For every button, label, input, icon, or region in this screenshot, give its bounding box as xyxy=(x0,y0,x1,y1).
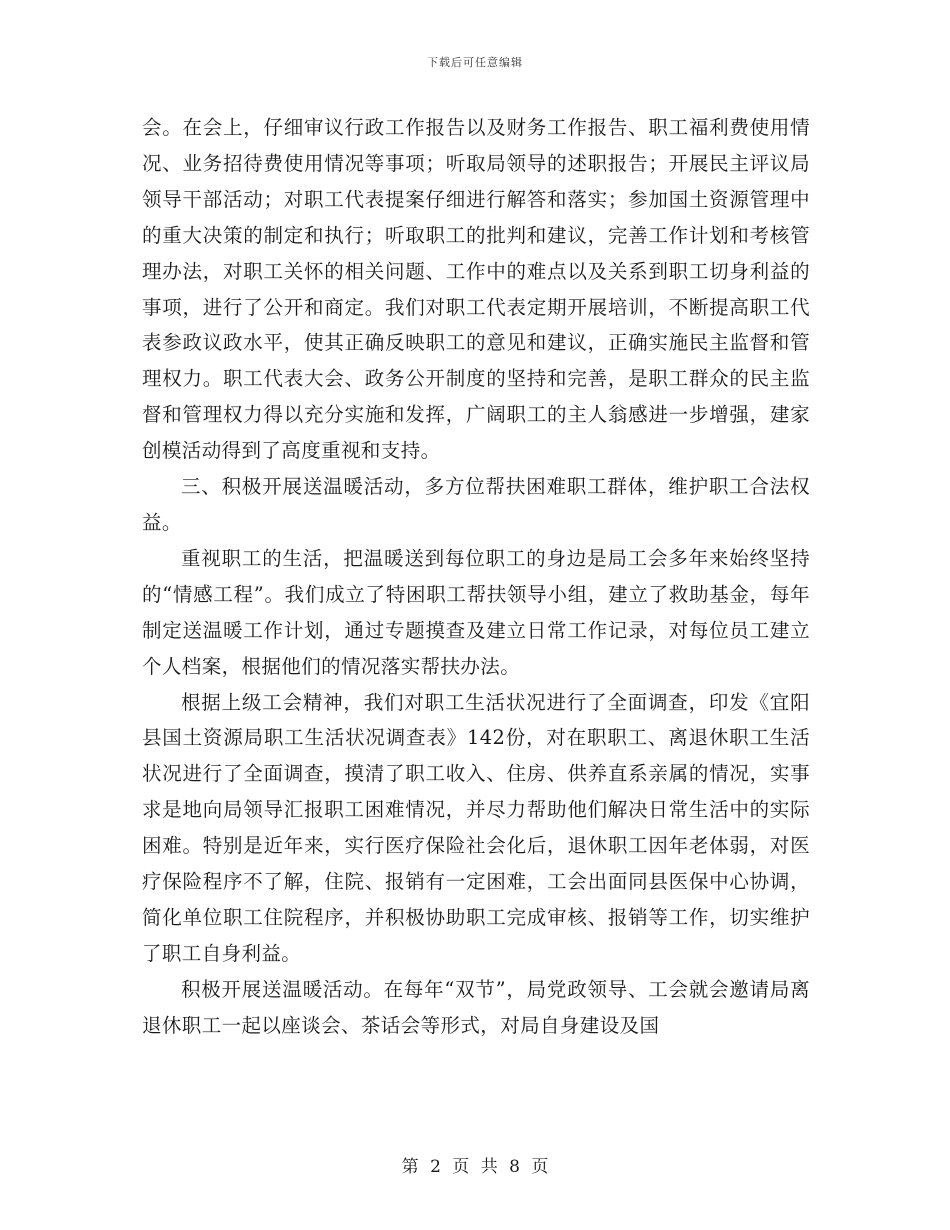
page-number: 第 2 页 共 8 页 xyxy=(401,1157,549,1177)
paragraph-emotion-project: 重视职工的生活，把温暖送到每位职工的身边是局工会多年来始终坚持的“情感工程”。我们成立了特困职工帮扶领导小组，建立了救助基金，每年制定送温暖工作计划，通过专题摸查及建立日常工作记录，对每位员工建立个人档案，根据他们的情况落实帮扶办法。 xyxy=(142,546,810,678)
paragraph-continued: 会。在会上，仔细审议行政工作报告以及财务工作报告、职工福利费使用情况、业务招待费使用情况等事项；听取局领导的述职报告；开展民主评议局领导干部活动；对职工代表提案仔细进行解答和落实；参加国土资源管理中的重大决策的制定和执行；听取职工的批判和建议，完善工作计划和考核管理办法，对职工关怀的相关问题、工作中的难点以及关系到职工切身利益的事项，进行了公开和商定。我们对职工代表定期开展培训，不断提高职工代表参政议政水平，使其正确反映职工的意见和建议，正确实施民主监督和管理权力。职工代表大会、政务公开制度的坚持和完善，是职工群众的民主监督和管理权力得以充分实施和发挥，广阔职工的主人翁感进一步增强，建家创模活动得到了高度重视和支持。 xyxy=(142,116,810,463)
document-body xyxy=(142,110,810,1044)
paragraph-warmth-activity: 积极开展送温暖活动。在每年“双节”，局党政领导、工会就会邀请局离退休职工一起以座谈会、茶话会等形式，对局自身建设及国 xyxy=(142,977,810,1037)
page-header-note: 下载后可任意编辑 xyxy=(427,56,523,69)
paragraph-survey: 根据上级工会精神，我们对职工生活状况进行了全面调查，印发《宜阳县国土资源局职工生活状况调查表》142份，对在职职工、离退休职工生活状况进行了全面调查，摸清了职工收入、住房、供养直系亲属的情况，实事求是地向局领导汇报职工困难情况，并尽力帮助他们解决日常生活中的实际困难。特别是近年来，实行医疗保险社会化后，退休职工因年老体弱，对医疗保险程序不了解，住院、报销有一定困难，工会出面同县医保中心协调，简化单位职工住院程序，并积极协助职工完成审核、报销等工作，切实维护了职工自身利益。 xyxy=(142,690,810,965)
section-heading-3: 三、积极开展送温暖活动，多方位帮扶困难职工群体，维护职工合法权益。 xyxy=(142,475,810,534)
